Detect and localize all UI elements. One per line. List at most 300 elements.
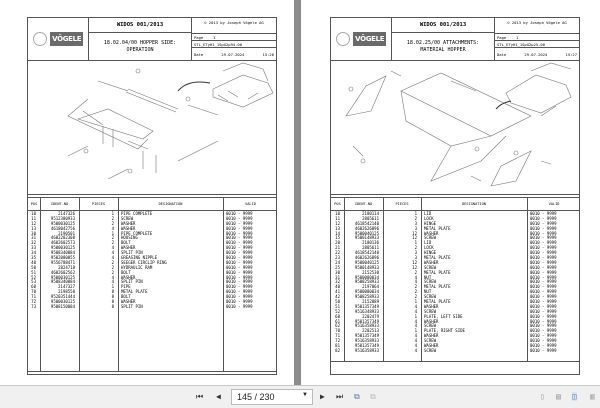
pieces-cell: 2 xyxy=(111,264,114,270)
pdf-page-right xyxy=(301,0,600,385)
pos-cell: 60 xyxy=(335,313,340,319)
rotate-back-icon[interactable]: ⧉ xyxy=(370,392,376,401)
logo-cell xyxy=(28,18,89,60)
valid-cell: 0010 - 9999 xyxy=(226,240,253,246)
designation-cell: SCREW xyxy=(424,235,437,241)
catalog-title: WIDOS 001/2013 xyxy=(89,18,191,33)
title-block xyxy=(330,17,580,61)
pos-cell: 62 xyxy=(335,323,340,329)
ident-no-cell: 2180114 xyxy=(362,211,379,216)
pieces-cell: 8 xyxy=(111,294,114,300)
pieces-cell: 3 xyxy=(414,220,417,226)
vogele-logo: VÖGELE xyxy=(353,32,386,46)
pieces-cell: 8 xyxy=(111,289,114,295)
designation-cell: WASHER xyxy=(424,230,439,236)
pos-cell: 34 xyxy=(31,250,36,256)
table-body xyxy=(331,212,579,354)
pos-cell: 35 xyxy=(31,255,36,261)
pieces-cell: 4 xyxy=(414,303,417,309)
ident-no-cell: 9508258933 xyxy=(354,294,379,300)
designation-cell: PLATE, RIGHT SIDE xyxy=(424,328,465,334)
pos-cell: 13 xyxy=(31,225,36,231)
designation-cell: SCREW xyxy=(424,323,437,329)
doc-id: STL_ETyH1_1SpG2p94-00 xyxy=(194,41,243,47)
ident-no-cell: 9516358933 xyxy=(354,347,379,353)
valid-cell: 0010 - 9999 xyxy=(226,269,253,275)
ident-no-cell: 2202479 xyxy=(362,313,379,319)
page-row xyxy=(495,33,579,40)
pos-cell: 51 xyxy=(335,303,340,309)
column-header-designation: DESIGNATION xyxy=(158,202,183,206)
ident-no-cell: 2147327 xyxy=(58,284,75,290)
parts-table xyxy=(330,197,580,362)
ident-no-cell: 2180136 xyxy=(362,240,379,246)
ident-no-cell: 2805611 xyxy=(362,245,379,251)
valid-cell: 0010 - 9999 xyxy=(530,333,557,339)
designation-cell: WASHER xyxy=(121,225,136,231)
pos-cell: 12 xyxy=(31,220,36,226)
pos-cell: 60 xyxy=(31,284,36,290)
pos-cell: 41 xyxy=(335,289,340,295)
valid-cell: 0010 - 9999 xyxy=(226,264,253,270)
pieces-cell: 4 xyxy=(414,323,417,329)
column-header-pos: POS xyxy=(30,202,38,206)
valid-cell: 0010 - 9999 xyxy=(530,230,557,236)
designation-cell: SCREW xyxy=(424,279,437,285)
rotate-icon[interactable]: ⧉ xyxy=(354,392,360,401)
designation-cell: WASHER xyxy=(424,259,439,265)
title-block xyxy=(27,17,277,61)
pieces-cell: 12 xyxy=(412,230,417,236)
valid-cell: 0010 - 9999 xyxy=(226,250,253,256)
pieces-cell: 4 xyxy=(414,338,417,344)
ident-no-cell: 9500030125 xyxy=(50,299,75,305)
pieces-cell: 2 xyxy=(414,289,417,295)
designation-cell: WASHER xyxy=(121,220,136,226)
ident-no-cell: 9502080055 xyxy=(50,255,75,261)
valid-cell: 0010 - 9999 xyxy=(530,279,557,285)
valid-cell: 0010 - 9999 xyxy=(530,313,557,319)
doc-id-row xyxy=(192,40,276,47)
ident-no-cell: 9500148933 xyxy=(354,235,379,241)
pos-cell: 15 xyxy=(335,235,340,241)
pieces-cell: 1 xyxy=(414,211,417,216)
designation-cell: LOCK xyxy=(424,245,434,251)
pieces-cell: 1 xyxy=(111,230,114,236)
pos-cell: 82 xyxy=(335,347,340,353)
designation-cell: HYDRAULIC RAM xyxy=(121,264,153,270)
valid-cell: 0010 - 9999 xyxy=(530,240,557,246)
pieces-cell: 8 xyxy=(111,303,114,309)
ident-no-cell: 2190501 xyxy=(58,230,75,236)
pieces-cell: 3 xyxy=(414,255,417,261)
arrow-indicator xyxy=(178,82,210,91)
ident-no-cell: 9512380933 xyxy=(50,215,75,221)
pos-cell: 33 xyxy=(31,245,36,251)
designation-cell: HINGE xyxy=(424,250,437,256)
doc-id-row xyxy=(495,40,579,47)
ident-no-cell: 9501357349 xyxy=(354,333,379,339)
ident-no-cell: 2198558 xyxy=(58,289,75,295)
designation-cell: WASHER xyxy=(424,303,439,309)
valid-cell: 0010 - 9999 xyxy=(226,279,253,285)
valid-cell: 0010 - 9999 xyxy=(226,299,253,305)
designation-cell: METAL PLATE xyxy=(424,255,451,261)
pieces-cell: 1 xyxy=(414,240,417,246)
ident-no-cell: 4602602573 xyxy=(50,240,75,246)
designation-cell: LID xyxy=(424,240,432,246)
date: 29.07.2024 xyxy=(221,51,245,57)
pieces-cell: 4 xyxy=(414,274,417,280)
ident-no-cell: 9501357349 xyxy=(354,303,379,309)
valid-cell: 0010 - 9999 xyxy=(530,318,557,324)
pos-cell: 72 xyxy=(31,299,36,305)
valid-cell: 0010 - 9999 xyxy=(226,211,253,216)
pipe-assembly-drawing xyxy=(68,69,218,179)
ident-no-cell: 9516348933 xyxy=(354,308,379,314)
valid-cell: 0010 - 9999 xyxy=(530,250,557,256)
designation-cell: SPLIT PIN xyxy=(121,303,143,309)
valid-cell: 0010 - 9999 xyxy=(530,211,557,216)
pieces-cell: 4 xyxy=(111,274,114,280)
seal-logo xyxy=(33,32,47,46)
pos-cell: 22 xyxy=(335,250,340,256)
valid-cell: 0010 - 9999 xyxy=(530,343,557,349)
date-row xyxy=(495,47,579,60)
designation-cell: SPLIT PIN xyxy=(121,250,143,256)
designation-cell: HINGE xyxy=(424,220,437,226)
copyright: © 2013 by Joseph Vögele AG xyxy=(204,20,264,25)
designation-cell: PIPE COMPLETE xyxy=(121,230,153,236)
pieces-cell: 4 xyxy=(111,225,114,231)
valid-cell: 0010 - 9999 xyxy=(226,220,253,226)
pieces-cell: 2 xyxy=(111,259,114,265)
hopper-drawing xyxy=(346,71,556,186)
pos-cell: 32 xyxy=(335,279,340,285)
pieces-cell: 12 xyxy=(412,235,417,241)
ident-no-cell: 2197864 xyxy=(362,284,379,290)
pieces-cell: 12 xyxy=(412,259,417,265)
single-page-view-icon[interactable]: ▯ xyxy=(540,392,545,401)
valid-cell: 0010 - 9999 xyxy=(226,284,253,290)
designation-cell: WASHER xyxy=(121,274,136,280)
date-row xyxy=(192,47,276,60)
ident-no-cell: 9500030125 xyxy=(50,220,75,226)
ident-no-cell: 9500148933 xyxy=(354,264,379,270)
pos-cell: 70 xyxy=(31,289,36,295)
two-page-view-icon[interactable]: ◫ xyxy=(572,392,577,401)
first-page-button[interactable]: ⏮ xyxy=(196,392,204,401)
pieces-cell: 2 xyxy=(414,245,417,251)
ident-no-cell: 9501357349 xyxy=(354,318,379,324)
ident-no-cell: 9501357349 xyxy=(354,343,379,349)
designation-cell: LID xyxy=(424,211,432,216)
ident-no-cell: 4618542140 xyxy=(354,220,379,226)
paver-machine-drawing xyxy=(213,63,273,107)
column-header-pos: POS xyxy=(334,202,341,206)
page-indicator: 145 / 230 xyxy=(237,392,275,402)
pieces-cell: 3 xyxy=(414,225,417,231)
pieces-cell: 1 xyxy=(414,299,417,305)
valid-cell: 0010 - 9999 xyxy=(530,347,557,353)
ident-no-cell: 2152530 xyxy=(362,269,379,275)
pos-cell: 10 xyxy=(335,211,340,216)
pos-cell: 51 xyxy=(31,269,36,275)
viewer-toolbar xyxy=(0,385,600,408)
info-cell xyxy=(192,18,276,60)
pieces-cell: 2 xyxy=(111,215,114,221)
ident-no-cell: 9500040125 xyxy=(354,259,379,265)
designation-cell: SCREW xyxy=(424,338,437,344)
pos-cell: 52 xyxy=(31,274,36,280)
pos-cell: 81 xyxy=(335,343,340,349)
pieces-cell: 2 xyxy=(111,235,114,241)
valid-cell: 0010 - 9999 xyxy=(530,269,557,275)
designation-cell: NUT xyxy=(424,274,432,280)
ident-no-cell: 9520351444 xyxy=(50,294,75,300)
pieces-cell: 4 xyxy=(111,245,114,251)
designation-cell: GREASING NIPPLE xyxy=(121,255,158,261)
designation-cell: SCREW xyxy=(121,215,134,221)
ident-no-cell: 9500040125 xyxy=(354,230,379,236)
valid-cell: 0010 - 9999 xyxy=(530,235,557,241)
ident-no-cell: 9508340084 xyxy=(50,250,75,256)
pieces-cell: 2 xyxy=(111,220,114,226)
designation-cell: WASHER xyxy=(424,333,439,339)
pieces-cell: 12 xyxy=(412,264,417,270)
pieces-cell: 4 xyxy=(111,255,114,261)
logo-cell xyxy=(331,18,392,60)
exploded-drawing xyxy=(330,60,580,195)
designation-cell: WASHER xyxy=(424,343,439,349)
pieces-cell: 1 xyxy=(111,211,114,216)
ident-no-cell: 4618542140 xyxy=(354,250,379,256)
title-cell xyxy=(89,18,192,60)
pos-cell: 70 xyxy=(335,328,340,334)
pos-cell: 53 xyxy=(31,279,36,285)
ident-no-cell: 9500030125 xyxy=(50,245,75,251)
info-cell xyxy=(495,18,579,60)
ident-no-cell: 2202513 xyxy=(362,328,379,334)
valid-cell: 0010 - 9999 xyxy=(530,289,557,295)
page-number-input[interactable] xyxy=(231,389,313,405)
pos-cell: 40 xyxy=(31,259,36,265)
valid-cell: 0010 - 9999 xyxy=(530,255,557,261)
pieces-cell: 2 xyxy=(111,240,114,246)
valid-cell: 0010 - 9999 xyxy=(530,274,557,280)
designation-cell: METAL PLATE xyxy=(424,225,451,231)
pieces-cell: 4 xyxy=(414,347,417,353)
valid-cell: 0010 - 9999 xyxy=(226,215,253,221)
ident-no-cell: 4602282308 xyxy=(50,235,75,241)
page-label: Page xyxy=(194,34,204,40)
valid-cell: 0010 - 9999 xyxy=(530,245,557,251)
pos-cell: 12 xyxy=(335,220,340,226)
valid-cell: 0010 - 9999 xyxy=(226,259,253,265)
valid-cell: 0010 - 9999 xyxy=(530,308,557,314)
pieces-cell: 2 xyxy=(414,284,417,290)
valid-cell: 0010 - 9999 xyxy=(226,294,253,300)
section-title: 18.02.25/00 ATTACHMENTS: MATERIAL HOPPER xyxy=(406,40,480,53)
continuous-view-icon[interactable]: ▤ xyxy=(556,392,561,401)
pos-cell: 52 xyxy=(335,308,340,314)
designation-cell: WASHER xyxy=(121,245,136,251)
pieces-cell: 4 xyxy=(414,318,417,324)
pos-cell: 50 xyxy=(31,264,36,270)
valid-cell: 0010 - 9999 xyxy=(226,245,253,251)
pos-cell: 11 xyxy=(31,215,36,221)
pos-cell: 30 xyxy=(31,230,36,236)
pdf-page-left xyxy=(0,0,294,385)
ident-no-cell: 9508150084 xyxy=(50,303,75,309)
valid-cell: 0010 - 9999 xyxy=(530,299,557,305)
designation-cell: WASHER xyxy=(121,299,136,305)
pos-cell: 31 xyxy=(31,235,36,241)
ident-no-cell: 2824718 xyxy=(58,264,75,270)
parts-table xyxy=(27,197,277,372)
pos-cell: 13 xyxy=(335,225,340,231)
pos-cell: 40 xyxy=(335,284,340,290)
section-title: 18.02.04/00 HOPPER SIDE: OPERATION xyxy=(103,40,177,53)
table-header xyxy=(331,198,579,211)
designation-cell: LOCK xyxy=(424,215,434,221)
column-header-ident-no: IDENT-NO xyxy=(354,202,373,206)
seal-logo xyxy=(336,32,350,46)
pieces-cell: 1 xyxy=(414,328,417,334)
column-header-designation: DESIGNATION xyxy=(462,202,486,206)
designation-cell: SCREW xyxy=(424,264,437,270)
next-page-button[interactable]: ▶ xyxy=(320,392,325,401)
designation-cell: METAL PLATE xyxy=(424,299,451,305)
designation-cell: METAL PLATE xyxy=(121,289,148,295)
pos-cell: 25 xyxy=(335,264,340,270)
page-label: Page xyxy=(497,34,507,40)
pos-cell: 61 xyxy=(335,318,340,324)
date-label: Date xyxy=(497,51,507,57)
pieces-cell: 1 xyxy=(414,313,417,319)
valid-cell: 0010 - 9999 xyxy=(226,255,253,261)
two-page-continuous-view-icon[interactable]: ▥ xyxy=(590,392,595,401)
ident-no-cell: 4618042756 xyxy=(50,225,75,231)
valid-cell: 0010 - 9999 xyxy=(226,235,253,241)
valid-cell: 0010 - 9999 xyxy=(530,215,557,221)
designation-cell: SPLIT PIN xyxy=(121,279,143,285)
ident-no-cell: 9500080034 xyxy=(354,274,379,280)
pos-cell: 71 xyxy=(335,333,340,339)
pos-cell: 30 xyxy=(335,269,340,275)
pieces-cell: 4 xyxy=(414,343,417,349)
designation-cell: WASHER xyxy=(424,318,439,324)
designation-cell: SCREW xyxy=(424,294,437,300)
valid-cell: 0010 - 9999 xyxy=(530,323,557,329)
ident-no-cell: 4602626896 xyxy=(354,255,379,261)
pos-cell: 11 xyxy=(335,215,340,221)
valid-cell: 0010 - 9999 xyxy=(226,230,253,236)
designation-cell: SCREW xyxy=(424,308,437,314)
pos-cell: 71 xyxy=(31,294,36,300)
ident-no-cell: 2147326 xyxy=(58,211,75,216)
pieces-cell: 4 xyxy=(414,333,417,339)
arrow-indicator xyxy=(496,101,511,109)
valid-cell: 0010 - 9999 xyxy=(530,338,557,344)
table-row[interactable] xyxy=(28,305,276,310)
pieces-cell: 1 xyxy=(111,284,114,290)
catalog-title: WIDOS 001/2013 xyxy=(392,18,494,33)
pieces-cell: 8 xyxy=(111,299,114,305)
valid-cell: 0010 - 9999 xyxy=(226,274,253,280)
pieces-cell: 2 xyxy=(414,215,417,221)
valid-cell: 0010 - 9999 xyxy=(530,328,557,334)
pos-cell: 72 xyxy=(335,338,340,344)
time: 15:26 xyxy=(262,51,274,57)
designation-cell: BOLT xyxy=(121,269,131,275)
table-body xyxy=(28,212,276,310)
title-cell xyxy=(392,18,495,60)
designation-cell: PLATE, LEFT SIDE xyxy=(424,313,463,319)
pos-cell: 21 xyxy=(335,245,340,251)
pieces-cell: 2 xyxy=(414,294,417,300)
page-row xyxy=(192,33,276,40)
chevron-down-icon[interactable]: ▼ xyxy=(302,392,308,398)
page-number: 1 xyxy=(213,34,216,40)
date: 29.07.2024 xyxy=(524,51,548,57)
last-page-button[interactable]: ⏭ xyxy=(336,392,344,401)
valid-cell: 0010 - 9999 xyxy=(530,225,557,231)
pos-cell: 31 xyxy=(335,274,340,280)
valid-cell: 0010 - 9999 xyxy=(226,289,253,295)
pieces-cell: 3 xyxy=(414,250,417,256)
valid-cell: 0010 - 9999 xyxy=(530,294,557,300)
ident-no-cell: 9556788471 xyxy=(50,259,75,265)
ident-no-cell: 9500030125 xyxy=(50,274,75,280)
ident-no-cell: 9508258933 xyxy=(354,279,379,285)
pos-cell: 73 xyxy=(31,303,36,309)
valid-cell: 0010 - 9999 xyxy=(226,303,253,309)
pos-cell: 50 xyxy=(335,299,340,305)
time: 15:27 xyxy=(565,51,577,57)
table-header xyxy=(28,198,276,211)
table-row[interactable] xyxy=(331,349,579,354)
designation-cell: SEEGER CIRCLIP RING xyxy=(121,259,167,265)
valid-cell: 0010 - 9999 xyxy=(530,220,557,226)
column-header-pieces: PIECES xyxy=(395,202,409,206)
ident-no-cell: 9516358933 xyxy=(354,323,379,329)
pieces-cell: 4 xyxy=(414,279,417,285)
valid-cell: 0010 - 9999 xyxy=(530,264,557,270)
ident-no-cell: 2152889 xyxy=(362,299,379,305)
pieces-cell: 4 xyxy=(111,279,114,285)
previous-page-button[interactable]: ◀ xyxy=(216,392,221,401)
pos-cell: 10 xyxy=(31,211,36,216)
valid-cell: 0010 - 9999 xyxy=(530,303,557,309)
designation-cell: METAL PLATE xyxy=(424,284,451,290)
paver-machine-drawing xyxy=(506,63,571,113)
pos-cell: 20 xyxy=(335,240,340,246)
pieces-cell: 2 xyxy=(414,269,417,275)
valid-cell: 0010 - 9999 xyxy=(226,225,253,231)
designation-cell: PIPE COMPLETE xyxy=(121,211,153,216)
pieces-cell: 4 xyxy=(414,308,417,314)
designation-cell: BOLT xyxy=(121,240,131,246)
designation-cell: SCREW xyxy=(424,347,437,353)
designation-cell: BOLT xyxy=(121,294,131,300)
column-header-valid: VALID xyxy=(548,202,560,206)
pos-cell: 23 xyxy=(335,255,340,261)
ident-no-cell: 2805611 xyxy=(362,215,379,221)
column-header-pieces: PIECES xyxy=(92,202,105,206)
designation-cell: NUT xyxy=(424,289,432,295)
valid-cell: 0010 - 9999 xyxy=(530,259,557,265)
